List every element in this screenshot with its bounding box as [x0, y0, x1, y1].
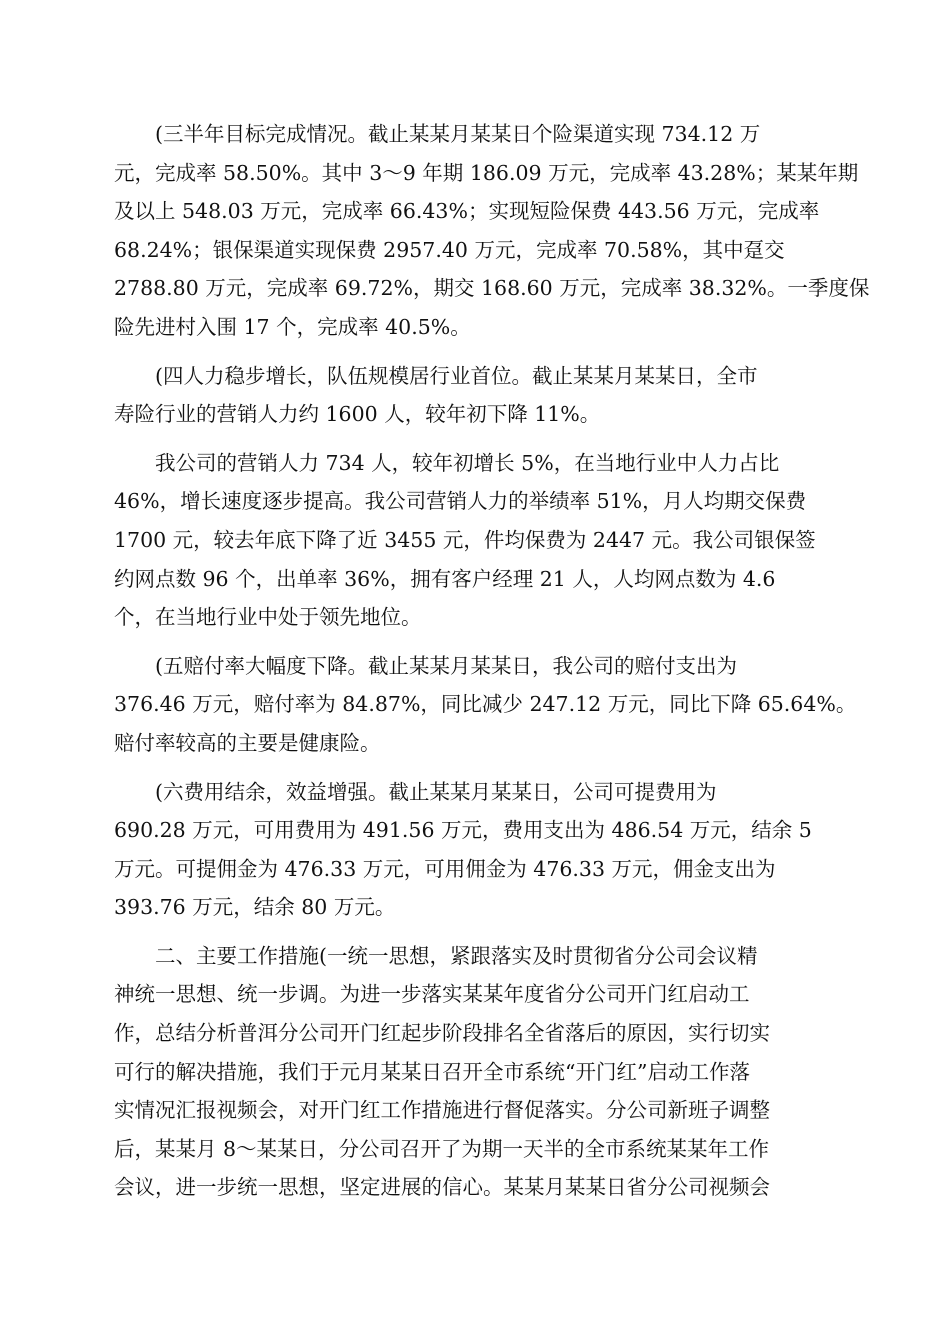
text-line: (三半年目标完成情况。截止某某月某某日个险渠道实现 734.12 万: [155, 122, 761, 146]
text-line: 46%，增长速度逐步提高。我公司营销人力的举绩率 51%，月人均期交保费: [114, 489, 807, 514]
text-line: 神统一思想、统一步调。为进一步落实某某年度省分公司开门红启动工: [114, 982, 750, 1007]
text-line: 赔付率较高的主要是健康险。: [114, 730, 381, 755]
text-line: 会议，进一步统一思想，坚定进展的信心。某某月某某日省分公司视频会: [114, 1175, 770, 1200]
paragraph-manpower-growth: [114, 357, 838, 434]
paragraph-company-manpower: [114, 444, 838, 637]
text-line: (四人力稳步增长，队伍规模居行业首位。截止某某月某某日，全市: [155, 363, 758, 388]
text-line: 二、主要工作措施(一统一思想，紧跟落实及时贯彻省分公司会议精: [155, 943, 758, 968]
text-line: 1700 元，较去年底下降了近 3455 元，件均保费为 2447 元。我公司银保签: [114, 527, 816, 552]
paragraph-expense-surplus: [114, 773, 838, 927]
paragraph-claims-ratio: [114, 647, 857, 763]
text-line: 可行的解决措施，我们于元月某某日召开全市系统“开门红”启动工作落: [114, 1059, 750, 1084]
text-line: 作，总结分析普洱分公司开门红起步阶段排名全省落后的原因，实行切实: [114, 1021, 770, 1046]
paragraph-half-year-targets: [114, 115, 870, 347]
text-line: 393.76 万元，结余 80 万元。: [114, 895, 396, 920]
text-line: 个，在当地行业中处于领先地位。: [114, 605, 422, 630]
text-line: 险先进村入围 17 个，完成率 40.5%。: [114, 314, 471, 339]
text-line: 后，某某月 8～某某日，分公司召开了为期一天半的全市系统某某年工作: [114, 1136, 770, 1161]
text-line: 实情况汇报视频会，对开门红工作措施进行督促落实。分公司新班子调整: [114, 1098, 770, 1123]
text-line: (五赔付率大幅度下降。截止某某月某某日，我公司的赔付支出为: [155, 653, 737, 678]
text-line: 2788.80 万元，完成率 69.72%，期交 168.60 万元，完成率 38.32%。一季度保: [114, 276, 870, 301]
document-page: [114, 115, 870, 1217]
text-line: (六费用结余，效益增强。截止某某月某某日，公司可提费用为: [155, 779, 717, 804]
text-line: 我公司的营销人力 734 人，较年初增长 5%，在当地行业中人力占比: [155, 450, 780, 475]
text-line: 690.28 万元，可用费用为 491.56 万元，费用支出为 486.54 万元，结余 5: [114, 818, 812, 843]
paragraph-main-measures: [114, 937, 838, 1207]
text-line: 万元。可提佣金为 476.33 万元，可用佣金为 476.33 万元，佣金支出为: [114, 856, 776, 881]
text-line: 寿险行业的营销人力约 1600 人，较年初下降 11%。: [114, 402, 601, 427]
text-line: 元，完成率 58.50%。其中 3～9 年期 186.09 万元，完成率 43.28%；某某年期: [114, 160, 859, 185]
text-line: 376.46 万元，赔付率为 84.87%，同比减少 247.12 万元，同比下降 65.64%。: [114, 692, 857, 717]
text-line: 68.24%；银保渠道实现保费 2957.40 万元，完成率 70.58%，其中趸交: [114, 237, 785, 262]
text-line: 及以上 548.03 万元，完成率 66.43%；实现短险保费 443.56 万元，完成率: [114, 199, 820, 224]
text-line: 约网点数 96 个，出单率 36%，拥有客户经理 21 人，人均网点数为 4.6: [114, 566, 776, 591]
